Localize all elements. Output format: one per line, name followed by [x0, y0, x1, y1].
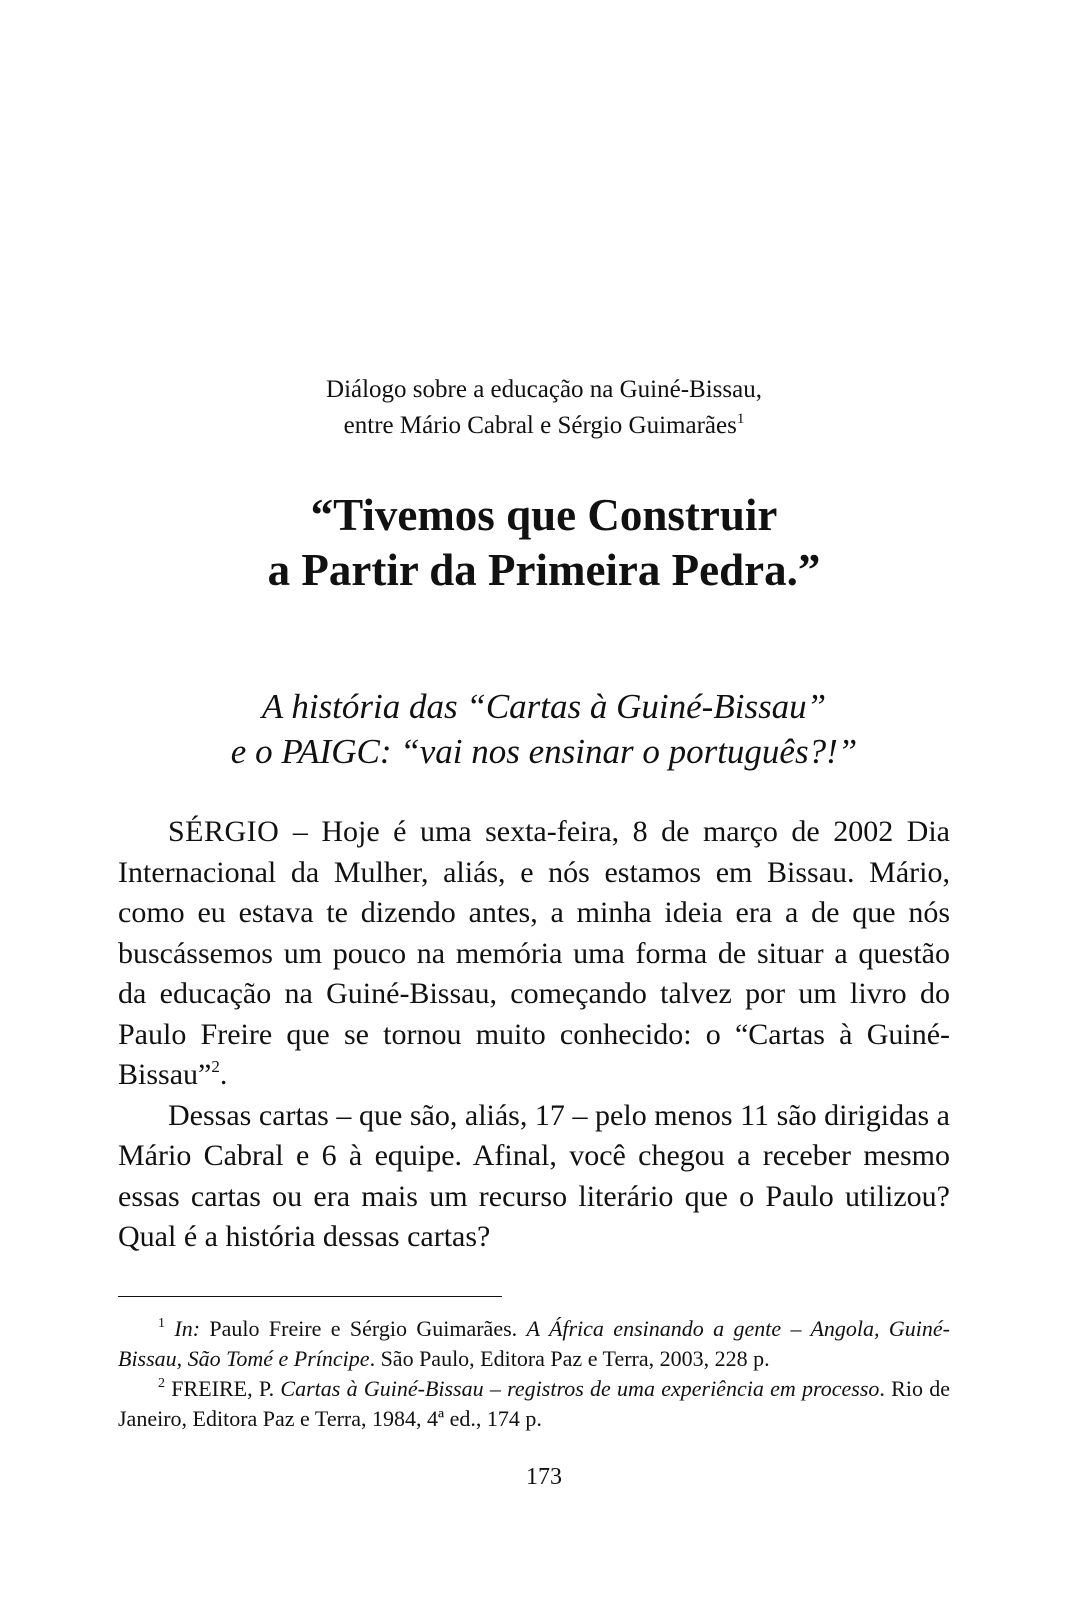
kicker-line-2 — [0, 408, 1088, 444]
section-heading-line-1: A história das “Cartas à Guiné-Bissau” — [261, 687, 827, 726]
footnote-1-title: A África ensinando a gente – Angola, Guiné-Bissau, São Tomé e Príncipe — [118, 1316, 951, 1371]
footnote-ref-1[interactable]: 1 — [736, 411, 745, 427]
footnote-2 — [118, 1374, 950, 1434]
footnote-2-text-b: . Rio de Janeiro, Editora Paz e Terra, 1984, 4ª ed., 174 p. — [118, 1376, 950, 1431]
footnote-1-prefix: In: — [174, 1316, 201, 1341]
section-heading — [0, 684, 1088, 774]
footnote-1-text-a: Paulo Freire e Sérgio Guimarães. — [200, 1316, 527, 1341]
footnotes — [118, 1314, 950, 1434]
paragraph-1 — [118, 812, 950, 1096]
footnote-2-title: Cartas à Guiné-Bissau – registros de uma experiência em processo — [280, 1376, 880, 1401]
section-heading-line-2: e o PAIGC: “vai nos ensinar o português?!” — [230, 732, 858, 771]
footnote-1 — [118, 1314, 950, 1374]
footnote-1-number: 1 — [158, 1316, 165, 1331]
chapter-title-line-1: “Tivemos que Construir — [310, 490, 778, 540]
footnote-2-text-a: FREIRE, P. — [171, 1376, 281, 1401]
footnote-divider — [118, 1296, 502, 1297]
kicker-line-1: Diálogo sobre a educação na Guiné-Bissau, — [326, 376, 762, 403]
paragraph-1-text: Hoje é uma sexta-feira, 8 de março de 2002 Dia Internacional da Mulher, aliás, e nós estamos em Bissau. Mário, como eu estava te dizendo antes, a minha ideia era a de que nós buscássemos um pouco na memória uma forma de situar a questão da educação na Guiné-Bissau, começando talvez por um livro do Paulo Freire que se tornou muito conhecido: o “Cartas à Guiné-Bissau” — [118, 815, 950, 1091]
speaker-name: SÉRGIO — [168, 815, 280, 848]
paragraph-2: Dessas cartas – que são, aliás, 17 – pelo menos 11 são dirigidas a Mário Cabral e 6 à equipe. Afinal, você chegou a receber mesmo essas cartas ou era mais um recurso literário que o Paulo utilizou? Qual é a história dessas cartas? — [118, 1098, 950, 1253]
body-text — [118, 812, 950, 1258]
chapter-kicker — [0, 372, 1088, 444]
footnote-2-number: 2 — [158, 1376, 165, 1391]
footnote-ref-2[interactable]: 2 — [211, 1057, 220, 1076]
speaker-dash: – — [279, 815, 322, 848]
chapter-title — [0, 488, 1088, 598]
paragraph-1-end: . — [219, 1058, 228, 1091]
kicker-line-2-text: entre Mário Cabral e Sérgio Guimarães — [343, 412, 737, 439]
page-number: 173 — [526, 1464, 562, 1490]
chapter-title-line-2: a Partir da Primeira Pedra.” — [267, 545, 821, 595]
footnote-1-text-b: . São Paulo, Editora Paz e Terra, 2003, 228 p. — [369, 1346, 770, 1371]
